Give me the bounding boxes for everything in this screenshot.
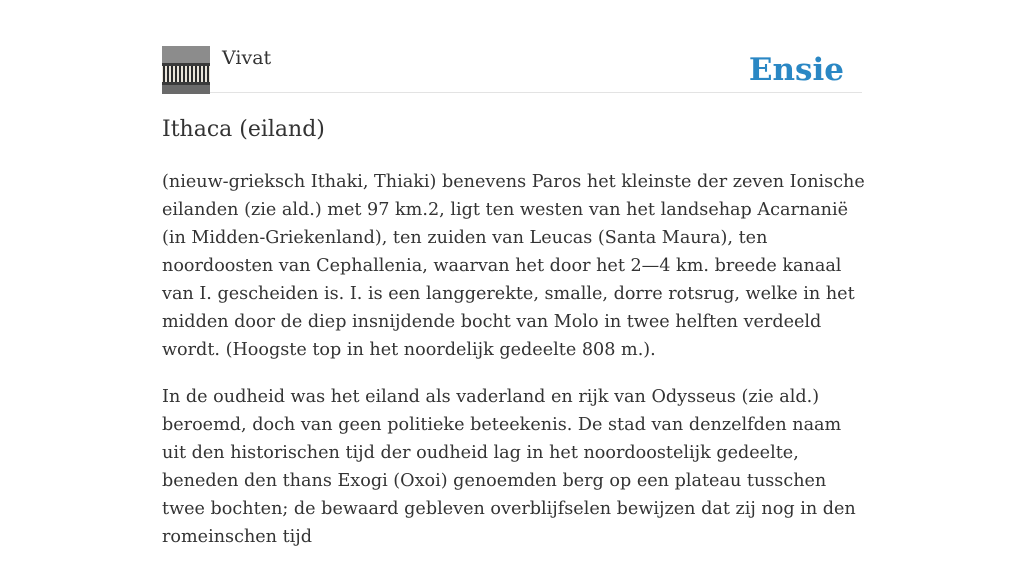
avatar-image (162, 46, 210, 94)
article-paragraph: (nieuw-grieksch Ithaki, Thiaki) benevens Paros het kleinste der zeven Ionische eilanden (zie ald.) met 97 km.2, ligt ten westen van het landsehap Acarnanië (in Midden-Griekenland), ten zuiden van Leucas (Santa Maura), ten noordoosten van Cephallenia, waarvan het door het 2—4 km. breede kanaal van I. gescheiden is. I. is een langgerekte, smalle, dorre rotsrug, welke in het midden door de diep insnijdende bocht van Molo in twee helften verdeeld wordt. (Hoogste top in het noordelijk gedeelte 808 m.). (162, 172, 865, 360)
header (162, 46, 862, 93)
article-title: Ithaca (eiland) (162, 117, 325, 142)
author-avatar[interactable] (162, 46, 210, 94)
article-body (162, 168, 868, 570)
author-name[interactable]: Vivat (222, 47, 272, 69)
site-logo-link[interactable]: Ensie (748, 52, 844, 88)
article-paragraph: In de oudheid was het eiland als vaderland en rijk van Odysseus (zie ald.) beroemd, doch van geen politieke beteekenis. De stad van denzelfden naam uit den historischen tijd der oudheid lag in het noordoostelijk gedeelte, beneden den thans Exogi (Oxoi) genoemden berg op een plateau tusschen twee bochten; de bewaard gebleven overblijfselen bewijzen dat zij nog in den romeinschen tijd (162, 387, 856, 547)
